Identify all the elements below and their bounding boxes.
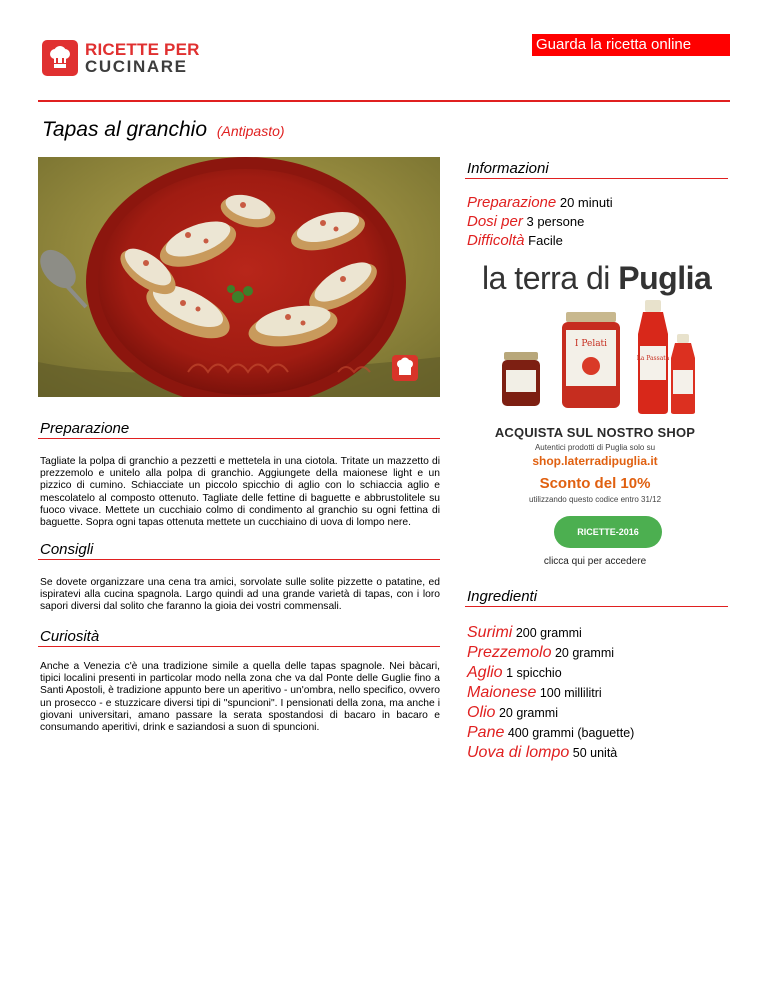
ad-subtext: Autentici prodotti di Puglia solo su xyxy=(534,443,656,452)
section-divider xyxy=(465,606,728,607)
section-divider xyxy=(465,178,728,179)
preparation-text: Tagliate la polpa di granchio a pezzetti e mettetela in una ciotola. Tritate un mazzetto di prezzemolo e unitelo alla polpa di granchio. Aggiungete della maionese light e un pizzico di cumino. Schiacciate un piccolo spicchio di aglio con lo schiaccia aglio e mescolatelo al composto ottenuto. Tagliate delle fettine di baguette e abbrustolitele su fuoco vivace. Mettete un cucchiaio colmo di condimento al granchio su ogni fettina di baguette. Sopra ogni tapas ottenuta mettete un cucchiaino di uova di lompo nere. xyxy=(40,456,440,529)
ingredient-qty: 1 spicchio xyxy=(506,666,562,680)
chef-hat-icon xyxy=(42,40,78,76)
ad-discount: Sconto del 10% xyxy=(539,475,651,492)
bottle-label: La Passata xyxy=(636,355,670,362)
ad-brand-bold: Puglia xyxy=(618,260,712,296)
info-row-dosi xyxy=(467,213,584,230)
section-divider xyxy=(38,438,440,439)
list-item xyxy=(467,723,634,743)
page-title xyxy=(42,118,285,142)
section-title-informazioni: Informazioni xyxy=(467,160,549,177)
info-label: Dosi per xyxy=(467,213,523,230)
ingredient-qty: 20 grammi xyxy=(554,646,615,660)
section-divider xyxy=(38,559,440,560)
logo-line1: RICETTE PER xyxy=(85,40,200,59)
info-value: 3 persone xyxy=(526,214,585,229)
ingredient-name: Surimi xyxy=(467,624,513,641)
promo-code-button[interactable]: RICETTE-2016 xyxy=(554,516,662,548)
ingredient-name: Uova di lompo xyxy=(467,744,570,761)
section-title-curiosita: Curiosità xyxy=(40,628,100,645)
ingredient-name: Prezzemolo xyxy=(467,644,552,661)
info-row-preparazione xyxy=(467,194,613,211)
section-divider xyxy=(38,646,440,647)
tips-text: Se dovete organizzare una cena tra amici, sorvolate sulle solite pizzette o patatine, ed ispiratevi alla cucina spagnola. Largo quindi ad una grande varietà di tapas, con i loro sapori diversi dal solito che faranno la gioia dei vostri commensali. xyxy=(40,577,440,613)
shop-advertisement[interactable] xyxy=(470,250,720,580)
curiosity-text: Anche a Venezia c'è una tradizione simile a quella delle tapas spagnole. Nei bàcari, tipici localini presenti in particolar modo nella zona che va dal Ponte delle Guglie fino a Santi Apostoli, è tradizione appunto bere un aperitivo - un'ombra, nello specifico, ovvero un prosecco - e stuzzicare diversi tipi di "spuncioni". I pensionati della zona, ma anche i giovani universitari, amano passare la serata spostandosi di bacaro in bacaro e consumando aperitivi, drink e saziandosi a suon di spuncioni. xyxy=(40,661,440,734)
ingredient-qty: 20 grammi xyxy=(498,706,558,720)
view-recipe-online-button[interactable]: Guarda la ricetta online xyxy=(532,34,730,56)
section-title-consigli: Consigli xyxy=(40,541,94,558)
section-title-preparazione: Preparazione xyxy=(40,420,130,437)
ad-access-link[interactable]: clicca qui per accedere xyxy=(543,556,647,567)
ad-code-note: utilizzando questo codice entro 31/12 xyxy=(528,495,662,504)
recipe-title: Tapas al granchio xyxy=(42,118,208,141)
info-value: Facile xyxy=(528,233,563,248)
ingredient-name: Maionese xyxy=(467,684,537,701)
list-item xyxy=(467,703,634,723)
ingredient-name: Aglio xyxy=(467,664,503,681)
ingredient-name: Pane xyxy=(467,724,505,741)
ad-brand-prefix: la terra di xyxy=(482,260,619,296)
info-value: 20 minuti xyxy=(559,195,613,210)
ingredients-list xyxy=(467,623,634,763)
ingredient-qty: 50 unità xyxy=(572,746,618,760)
list-item xyxy=(467,663,634,683)
ad-cta-text: ACQUISTA SUL NOSTRO SHOP xyxy=(494,425,696,440)
list-item xyxy=(467,683,634,703)
recipe-photo xyxy=(38,157,440,397)
list-item xyxy=(467,743,634,763)
info-label: Preparazione xyxy=(467,194,557,211)
ad-brand xyxy=(482,260,711,297)
jar-label: I Pelati xyxy=(574,339,608,349)
header-divider xyxy=(38,100,730,102)
ingredient-qty: 400 grammi (baguette) xyxy=(507,726,635,740)
product-jars-image xyxy=(490,300,710,420)
ingredient-qty: 100 millilitri xyxy=(539,686,602,700)
section-title-ingredienti: Ingredienti xyxy=(467,588,538,605)
logo-line2: CUCINARE xyxy=(85,57,188,76)
site-logo[interactable] xyxy=(42,38,212,78)
info-row-difficolta xyxy=(467,232,563,249)
info-label: Difficoltà xyxy=(467,232,525,249)
list-item xyxy=(467,643,634,663)
ingredient-qty: 200 grammi xyxy=(515,626,582,640)
recipe-category: (Antipasto) xyxy=(216,123,285,139)
ad-shop-link[interactable]: shop.laterradipuglia.it xyxy=(532,454,658,468)
list-item xyxy=(467,623,634,643)
ingredient-name: Olio xyxy=(467,704,496,721)
